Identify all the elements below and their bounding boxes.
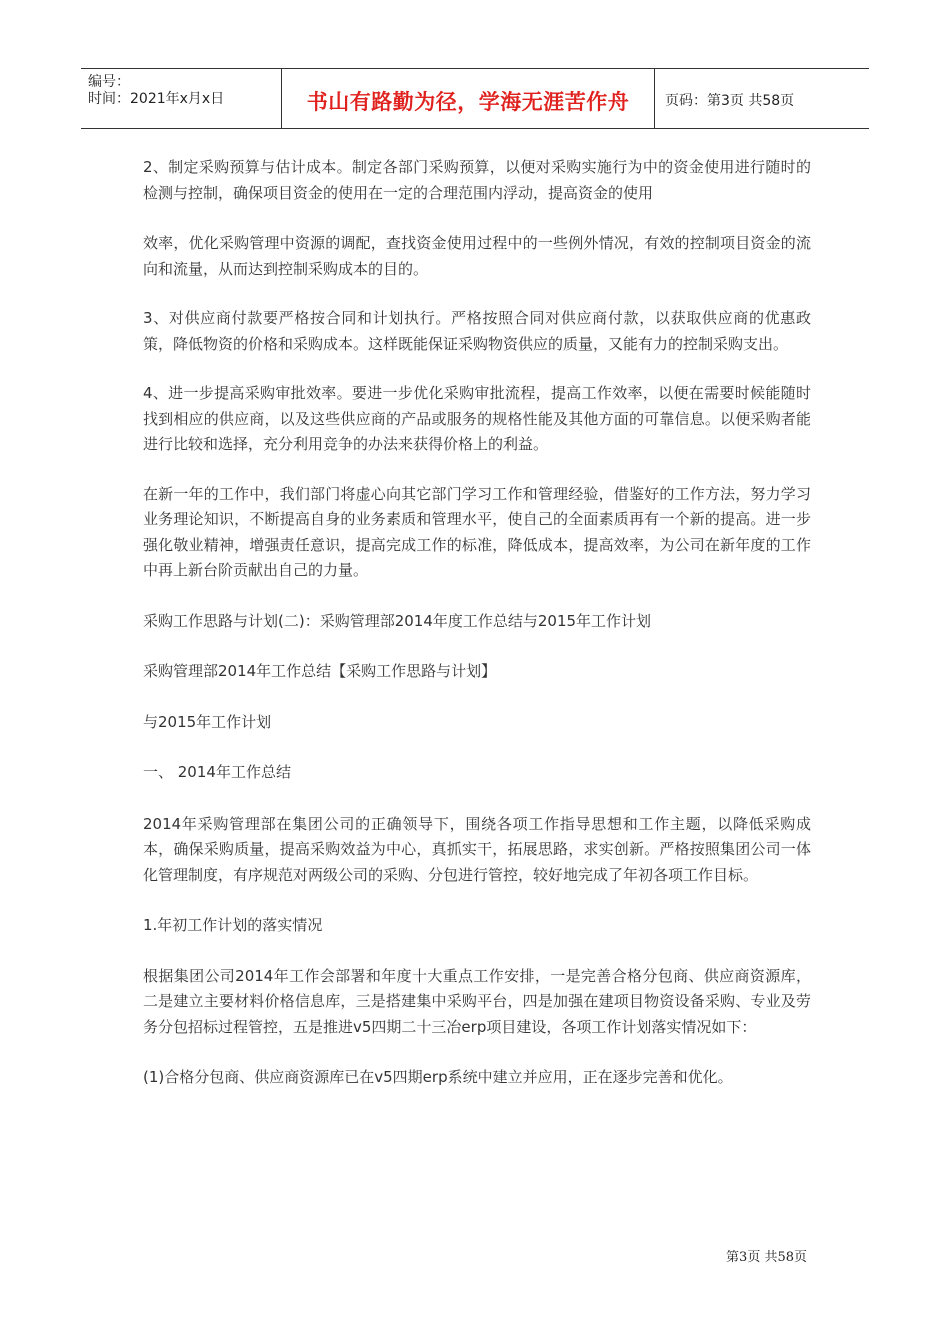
document-number-label: 编号： [88,74,130,90]
paragraph: 4、进一步提高采购审批效率。要进一步优化采购审批流程，提高工作效率，以便在需要时候能随时找到相应的供应商，以及这些供应商的产品或服务的规格性能及其他方面的可靠信息。以便采购者能进行比较和选择，充分利用竞争的办法来获得价格上的利益。 [143,384,811,453]
paragraph: 在新一年的工作中，我们部门将虚心向其它部门学习工作和管理经验，借鉴好的工作方法，努力学习业务理论知识，不断提高自身的业务素质和管理水平，使自己的全面素质再有一个新的提高。进一步强化敬业精神，增强责任意识，提高完成工作的标准，降低成本，提高效率，为公司在新年度的工作中再上新台阶贡献出自己的力量。 [143,484,811,579]
section-heading: 采购管理部2014年工作总结【采购工作思路与计划】 [143,662,497,680]
subsection-heading: 1.年初工作计划的落实情况 [143,916,323,934]
header-page-cell [655,69,869,128]
page-footer: 第3页 共58页 [726,1250,807,1265]
paragraph: 2、制定采购预算与估计成本。制定各部门采购预算，以便对采购实施行为中的资金使用进行随时的检测与控制，确保项目资金的使用在一定的合理范围内浮动，提高资金的使用 [143,158,811,202]
paragraph: 根据集团公司2014年工作会部署和年度十大重点工作安排，一是完善合格分包商、供应商资源库，二是建立主要材料价格信息库，三是搭建集中采购平台，四是加强在建项目物资设备采购、专业及劳务分包招标过程管控，五是推进v5四期二十三冶erp项目建设，各项工作计划落实情况如下： [143,966,811,1036]
document-time-label: 时间：2021年x月x日 [88,91,225,107]
section-heading: 采购工作思路与计划(二)：采购管理部2014年度工作总结与2015年工作计划 [143,611,652,630]
paragraph: 3、对供应商付款要严格按合同和计划执行。严格按照合同对供应商付款，以获取供应商的优惠政策，降低物资的价格和采购成本。这样既能保证采购物资供应的质量，又能有力的控制采购支出。 [143,309,811,353]
section-heading: 一、 2014年工作总结 [143,763,291,781]
document-header [81,68,869,129]
section-heading: 与2015年工作计划 [143,712,272,731]
header-motto: 书山有路勤为径，学海无涯苦作舟 [306,89,630,114]
paragraph: (1)合格分包商、供应商资源库已在v5四期erp系统中建立并应用，正在逐步完善和优化。 [143,1068,733,1086]
document-body [143,155,811,1091]
header-motto-cell [282,69,655,128]
header-meta [81,69,282,128]
header-page-number: 页码：第3页 共58页 [665,92,795,109]
paragraph: 2014年采购管理部在集团公司的正确领导下，围绕各项工作指导思想和工作主题，以降低采购成本，确保采购质量，提高采购效益为中心，真抓实干，拓展思路，求实创新。严格按照集团公司一体化管理制度，有序规范对两级公司的采购、分包进行管控，较好地完成了年初各项工作目标。 [143,814,811,884]
paragraph: 效率，优化采购管理中资源的调配，查找资金使用过程中的一些例外情况，有效的控制项目资金的流向和流量，从而达到控制采购成本的目的。 [143,234,811,278]
